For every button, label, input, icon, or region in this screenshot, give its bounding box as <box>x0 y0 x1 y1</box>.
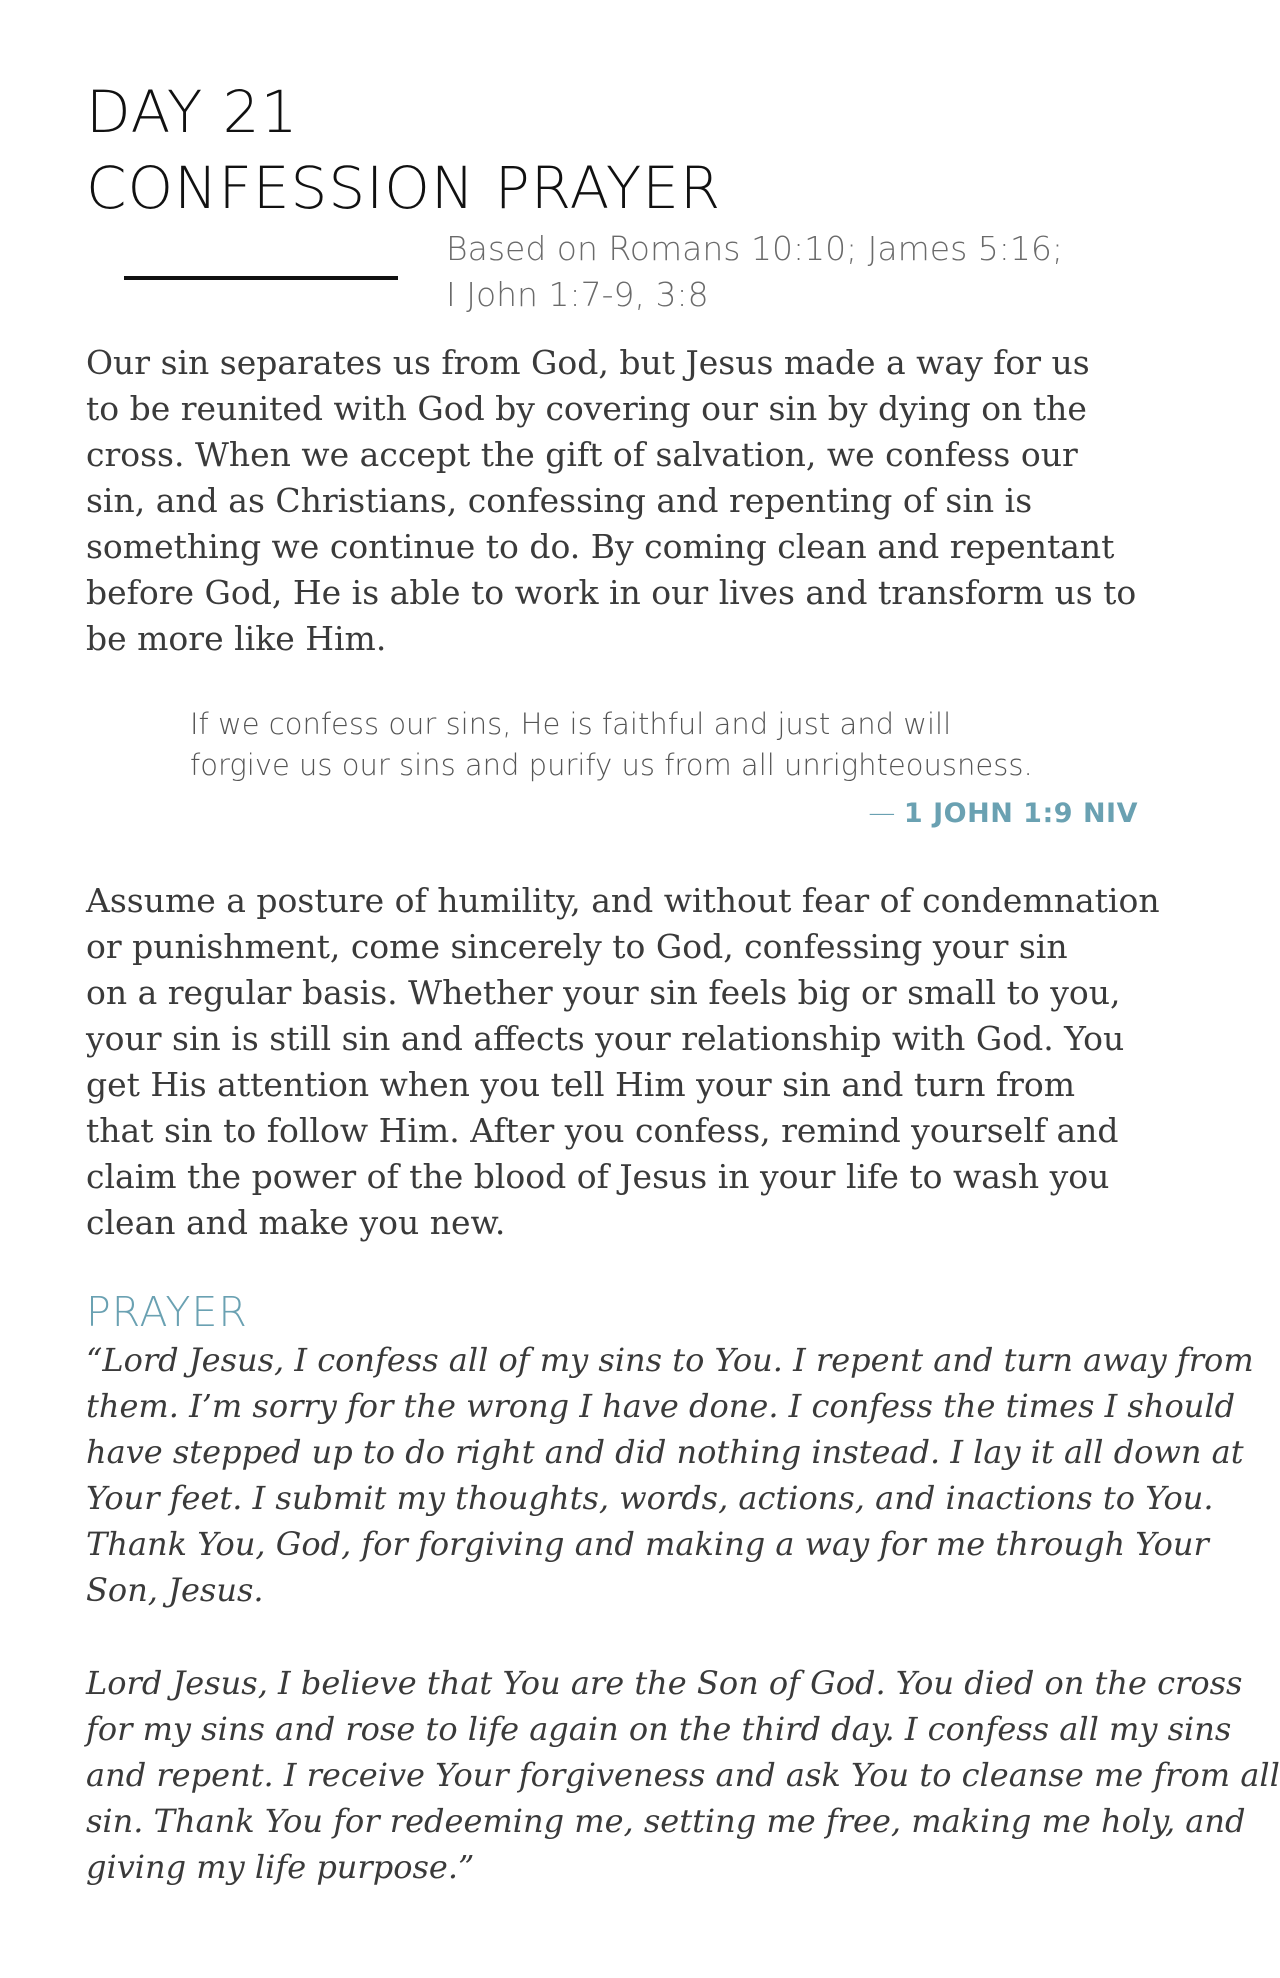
prayer-line: for my sins and rose to life again on the third day. I confess all my sins <box>86 1710 1232 1748</box>
scripture-basis-line: I John 1:7-9, 3:8 <box>446 275 709 314</box>
day-label: DAY 21 <box>86 78 299 146</box>
text-line: sin, and as Christians, confessing and repenting of sin is <box>86 481 1033 520</box>
citation-dash: — <box>868 798 896 829</box>
text-line: claim the power of the blood of Jesus in your life to wash you <box>86 1157 1110 1196</box>
quote-line: forgive us our sins and purify us from all unrighteousness. <box>190 748 1033 782</box>
text-line: your sin is still sin and affects your relationship with God. You <box>86 1019 1125 1058</box>
quote-line: If we confess our sins, He is faithful and just and will <box>190 707 952 741</box>
scripture-basis <box>446 226 1166 318</box>
prayer-line: Thank You, God, for forgiving and making a way for me through Your <box>86 1525 1209 1563</box>
prayer-paragraph <box>86 1660 1280 1890</box>
prayer-heading: PRAYER <box>86 1288 248 1336</box>
prayer-line: them. I’m sorry for the wrong I have done. I confess the times I should <box>86 1387 1236 1425</box>
page-title <box>86 74 721 226</box>
citation-reference: 1 JOHN 1:9 NIV <box>903 798 1138 829</box>
text-line: something we continue to do. By coming clean and repentant <box>86 527 1115 566</box>
prayer-line: “Lord Jesus, I confess all of my sins to You. I repent and turn away from <box>86 1341 1254 1379</box>
quote-citation <box>190 796 1138 832</box>
guidance-paragraph <box>86 878 1196 1246</box>
scripture-basis-line: Based on Romans 10:10; James 5:16; <box>446 229 1063 268</box>
prayer-line: Son, Jesus. <box>86 1571 264 1609</box>
text-line: on a regular basis. Whether your sin feels big or small to you, <box>86 973 1121 1012</box>
prayer-paragraph <box>86 1337 1254 1613</box>
text-line: or punishment, come sincerely to God, confessing your sin <box>86 927 1068 966</box>
text-line: get His attention when you tell Him your sin and turn from <box>86 1065 1076 1104</box>
text-line: that sin to follow Him. After you confess, remind yourself and <box>86 1111 1119 1150</box>
text-line: before God, He is able to work in our lives and transform us to <box>86 573 1137 612</box>
prayer-line: Lord Jesus, I believe that You are the Son of God. You died on the cross <box>86 1664 1243 1702</box>
text-line: cross. When we accept the gift of salvation, we confess our <box>86 435 1078 474</box>
prayer-line: giving my life purpose.” <box>86 1848 475 1886</box>
text-line: to be reunited with God by covering our sin by dying on the <box>86 389 1087 428</box>
title-divider <box>124 276 398 280</box>
prayer-line: and repent. I receive Your forgiveness and ask You to cleanse me from all <box>86 1756 1280 1794</box>
title-label: CONFESSION PRAYER <box>86 154 722 222</box>
text-line: be more like Him. <box>86 619 387 658</box>
intro-paragraph <box>86 340 1196 662</box>
prayer-line: sin. Thank You for redeeming me, setting me free, making me holy, and <box>86 1802 1246 1840</box>
text-line: Assume a posture of humility, and without fear of condemnation <box>86 881 1160 920</box>
scripture-quote <box>190 704 1140 786</box>
prayer-line: Your feet. I submit my thoughts, words, actions, and inactions to You. <box>86 1479 1214 1517</box>
text-line: clean and make you new. <box>86 1203 506 1242</box>
text-line: Our sin separates us from God, but Jesus made a way for us <box>86 343 1090 382</box>
prayer-line: have stepped up to do right and did nothing instead. I lay it all down at <box>86 1433 1244 1471</box>
